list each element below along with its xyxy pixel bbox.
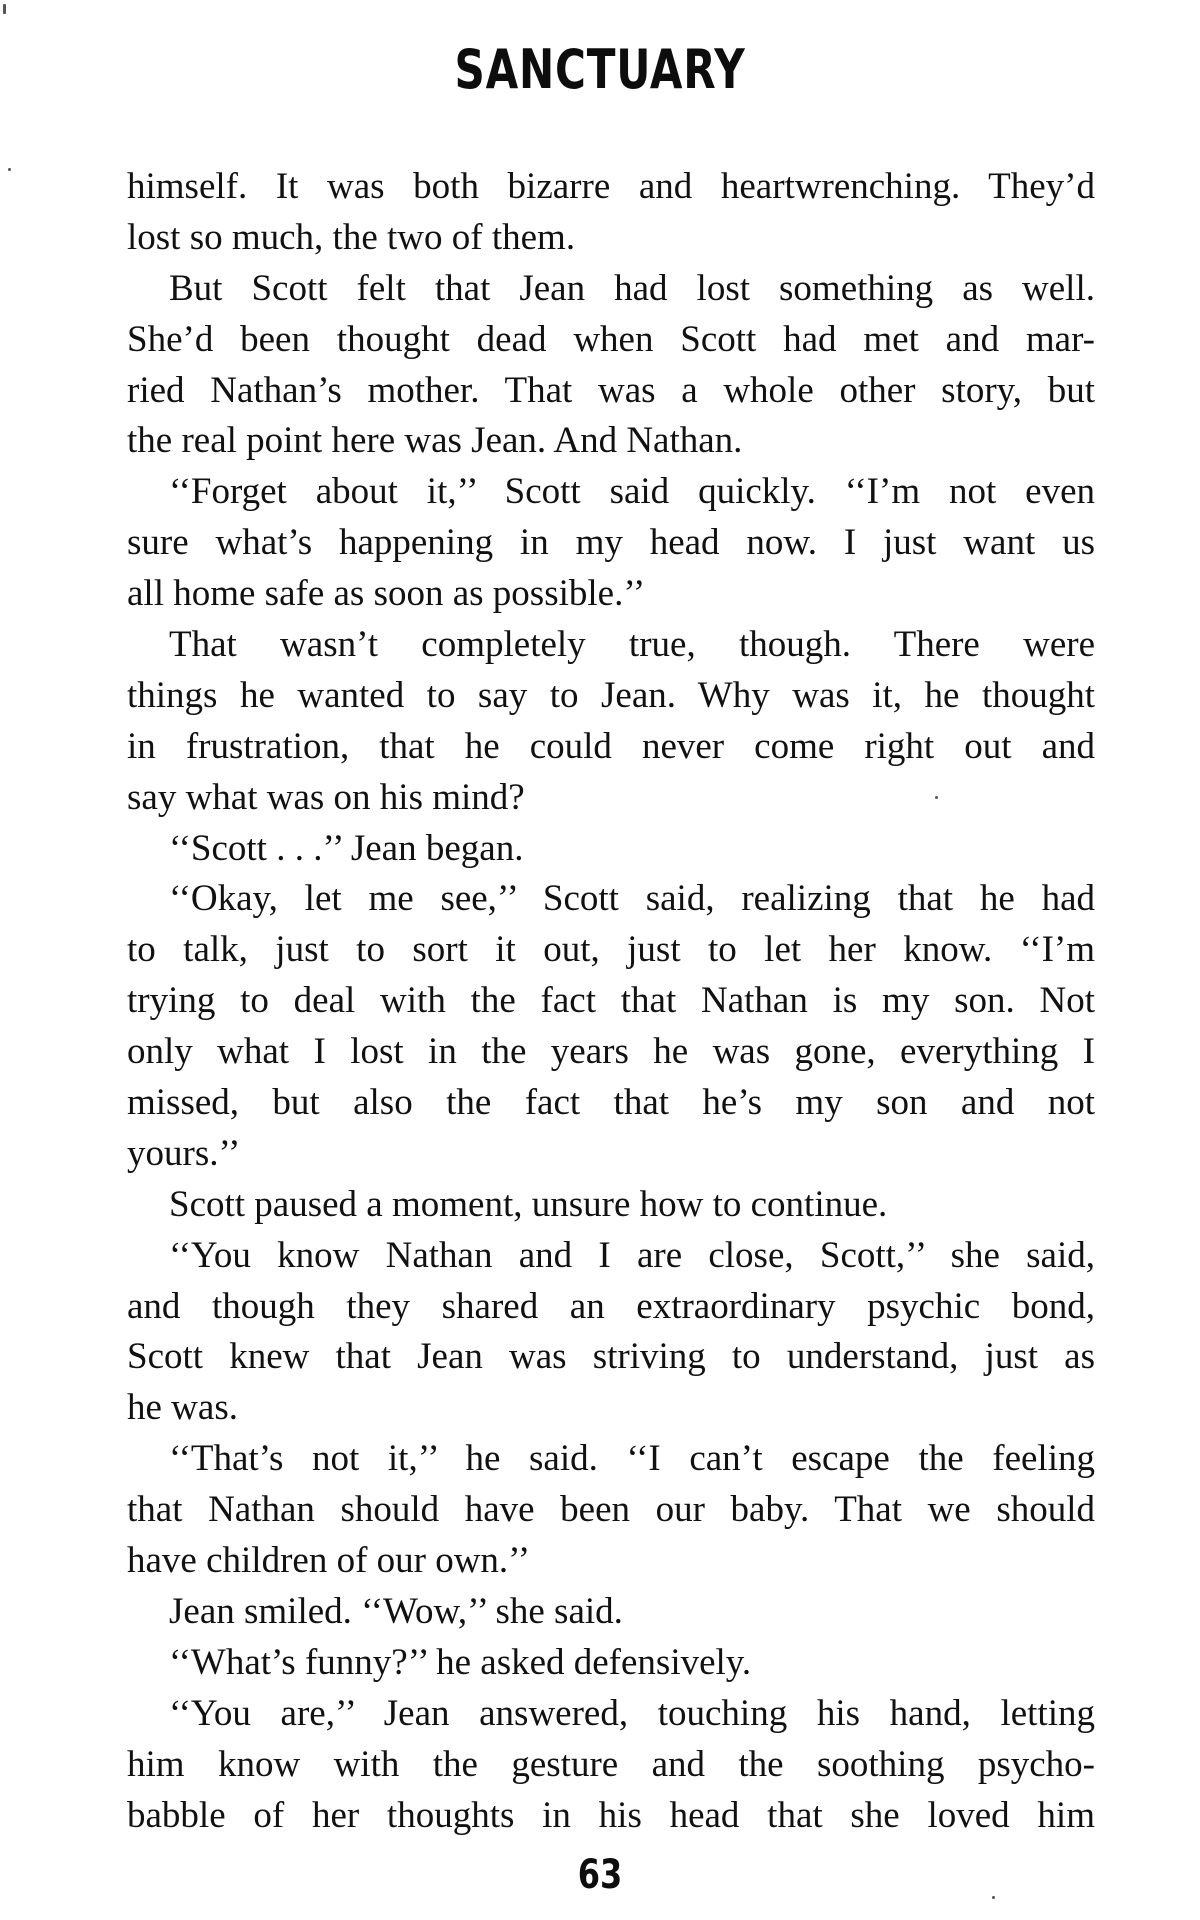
- text-line: But Scott felt that Jean had lost something as well.: [169, 267, 1095, 309]
- text-line: ‘‘You know Nathan and I are close, Scott,’’ she said,: [169, 1234, 1095, 1276]
- text-line: Jean smiled. ‘‘Wow,’’ she said.: [169, 1590, 623, 1632]
- text-line: ‘‘Scott . . .’’ Jean began.: [169, 827, 524, 869]
- text-line: lost so much, the two of them.: [127, 216, 576, 258]
- text-line: only what I lost in the years he was gone, everything I: [127, 1031, 1095, 1073]
- print-speck: [992, 1896, 995, 1899]
- text-line: ‘‘What’s funny?’’ he asked defensively.: [169, 1641, 752, 1683]
- text-line: in frustration, that he could never come right out and: [127, 725, 1095, 767]
- text-line: to talk, just to sort it out, just to let her know. ‘‘I’m: [127, 929, 1095, 971]
- text-line: the real point here was Jean. And Nathan.: [127, 420, 743, 462]
- print-speck: [8, 168, 11, 171]
- text-line: ‘‘Okay, let me see,’’ Scott said, realizing that he had: [169, 878, 1095, 920]
- text-line: him know with the gesture and the soothing psycho-: [127, 1743, 1095, 1785]
- text-line: missed, but also the fact that he’s my son and not: [127, 1082, 1095, 1124]
- text-line: yours.’’: [127, 1132, 241, 1174]
- text-line: Scott paused a moment, unsure how to continue.: [169, 1183, 888, 1225]
- page-number: 63: [577, 1852, 623, 1898]
- text-line: sure what’s happening in my head now. I just want us: [127, 522, 1095, 564]
- print-speck: [935, 796, 938, 799]
- body-text: [127, 162, 1095, 1841]
- text-line: Scott knew that Jean was striving to understand, just as: [127, 1336, 1095, 1378]
- text-line: ‘‘Forget about it,’’ Scott said quickly. ‘‘I’m not even: [169, 471, 1095, 513]
- text-line: have children of our own.’’: [127, 1540, 531, 1582]
- text-line: all home safe as soon as possible.’’: [127, 573, 646, 615]
- text-line: trying to deal with the fact that Nathan is my son. Not: [127, 980, 1095, 1022]
- print-speck: [3, 4, 6, 14]
- text-line: and though they shared an extraordinary psychic bond,: [127, 1285, 1095, 1327]
- text-line: babble of her thoughts in his head that she loved him: [127, 1794, 1095, 1836]
- text-line: say what was on his mind?: [127, 776, 525, 818]
- text-line: She’d been thought dead when Scott had met and mar-: [127, 318, 1095, 360]
- text-line: himself. It was both bizarre and heartwrenching. They’d: [127, 166, 1095, 207]
- text-line: that Nathan should have been our baby. That we should: [127, 1489, 1095, 1531]
- text-line: he was.: [127, 1387, 238, 1429]
- text-line: things he wanted to say to Jean. Why was it, he thought: [127, 674, 1095, 716]
- text-line: That wasn’t completely true, though. There were: [169, 624, 1095, 666]
- text-line: ried Nathan’s mother. That was a whole other story, but: [127, 369, 1095, 411]
- text-line: ‘‘You are,’’ Jean answered, touching his hand, letting: [169, 1692, 1095, 1734]
- running-head: SANCTUARY: [454, 38, 746, 101]
- text-line: ‘‘That’s not it,’’ he said. ‘‘I can’t escape the feeling: [169, 1438, 1095, 1480]
